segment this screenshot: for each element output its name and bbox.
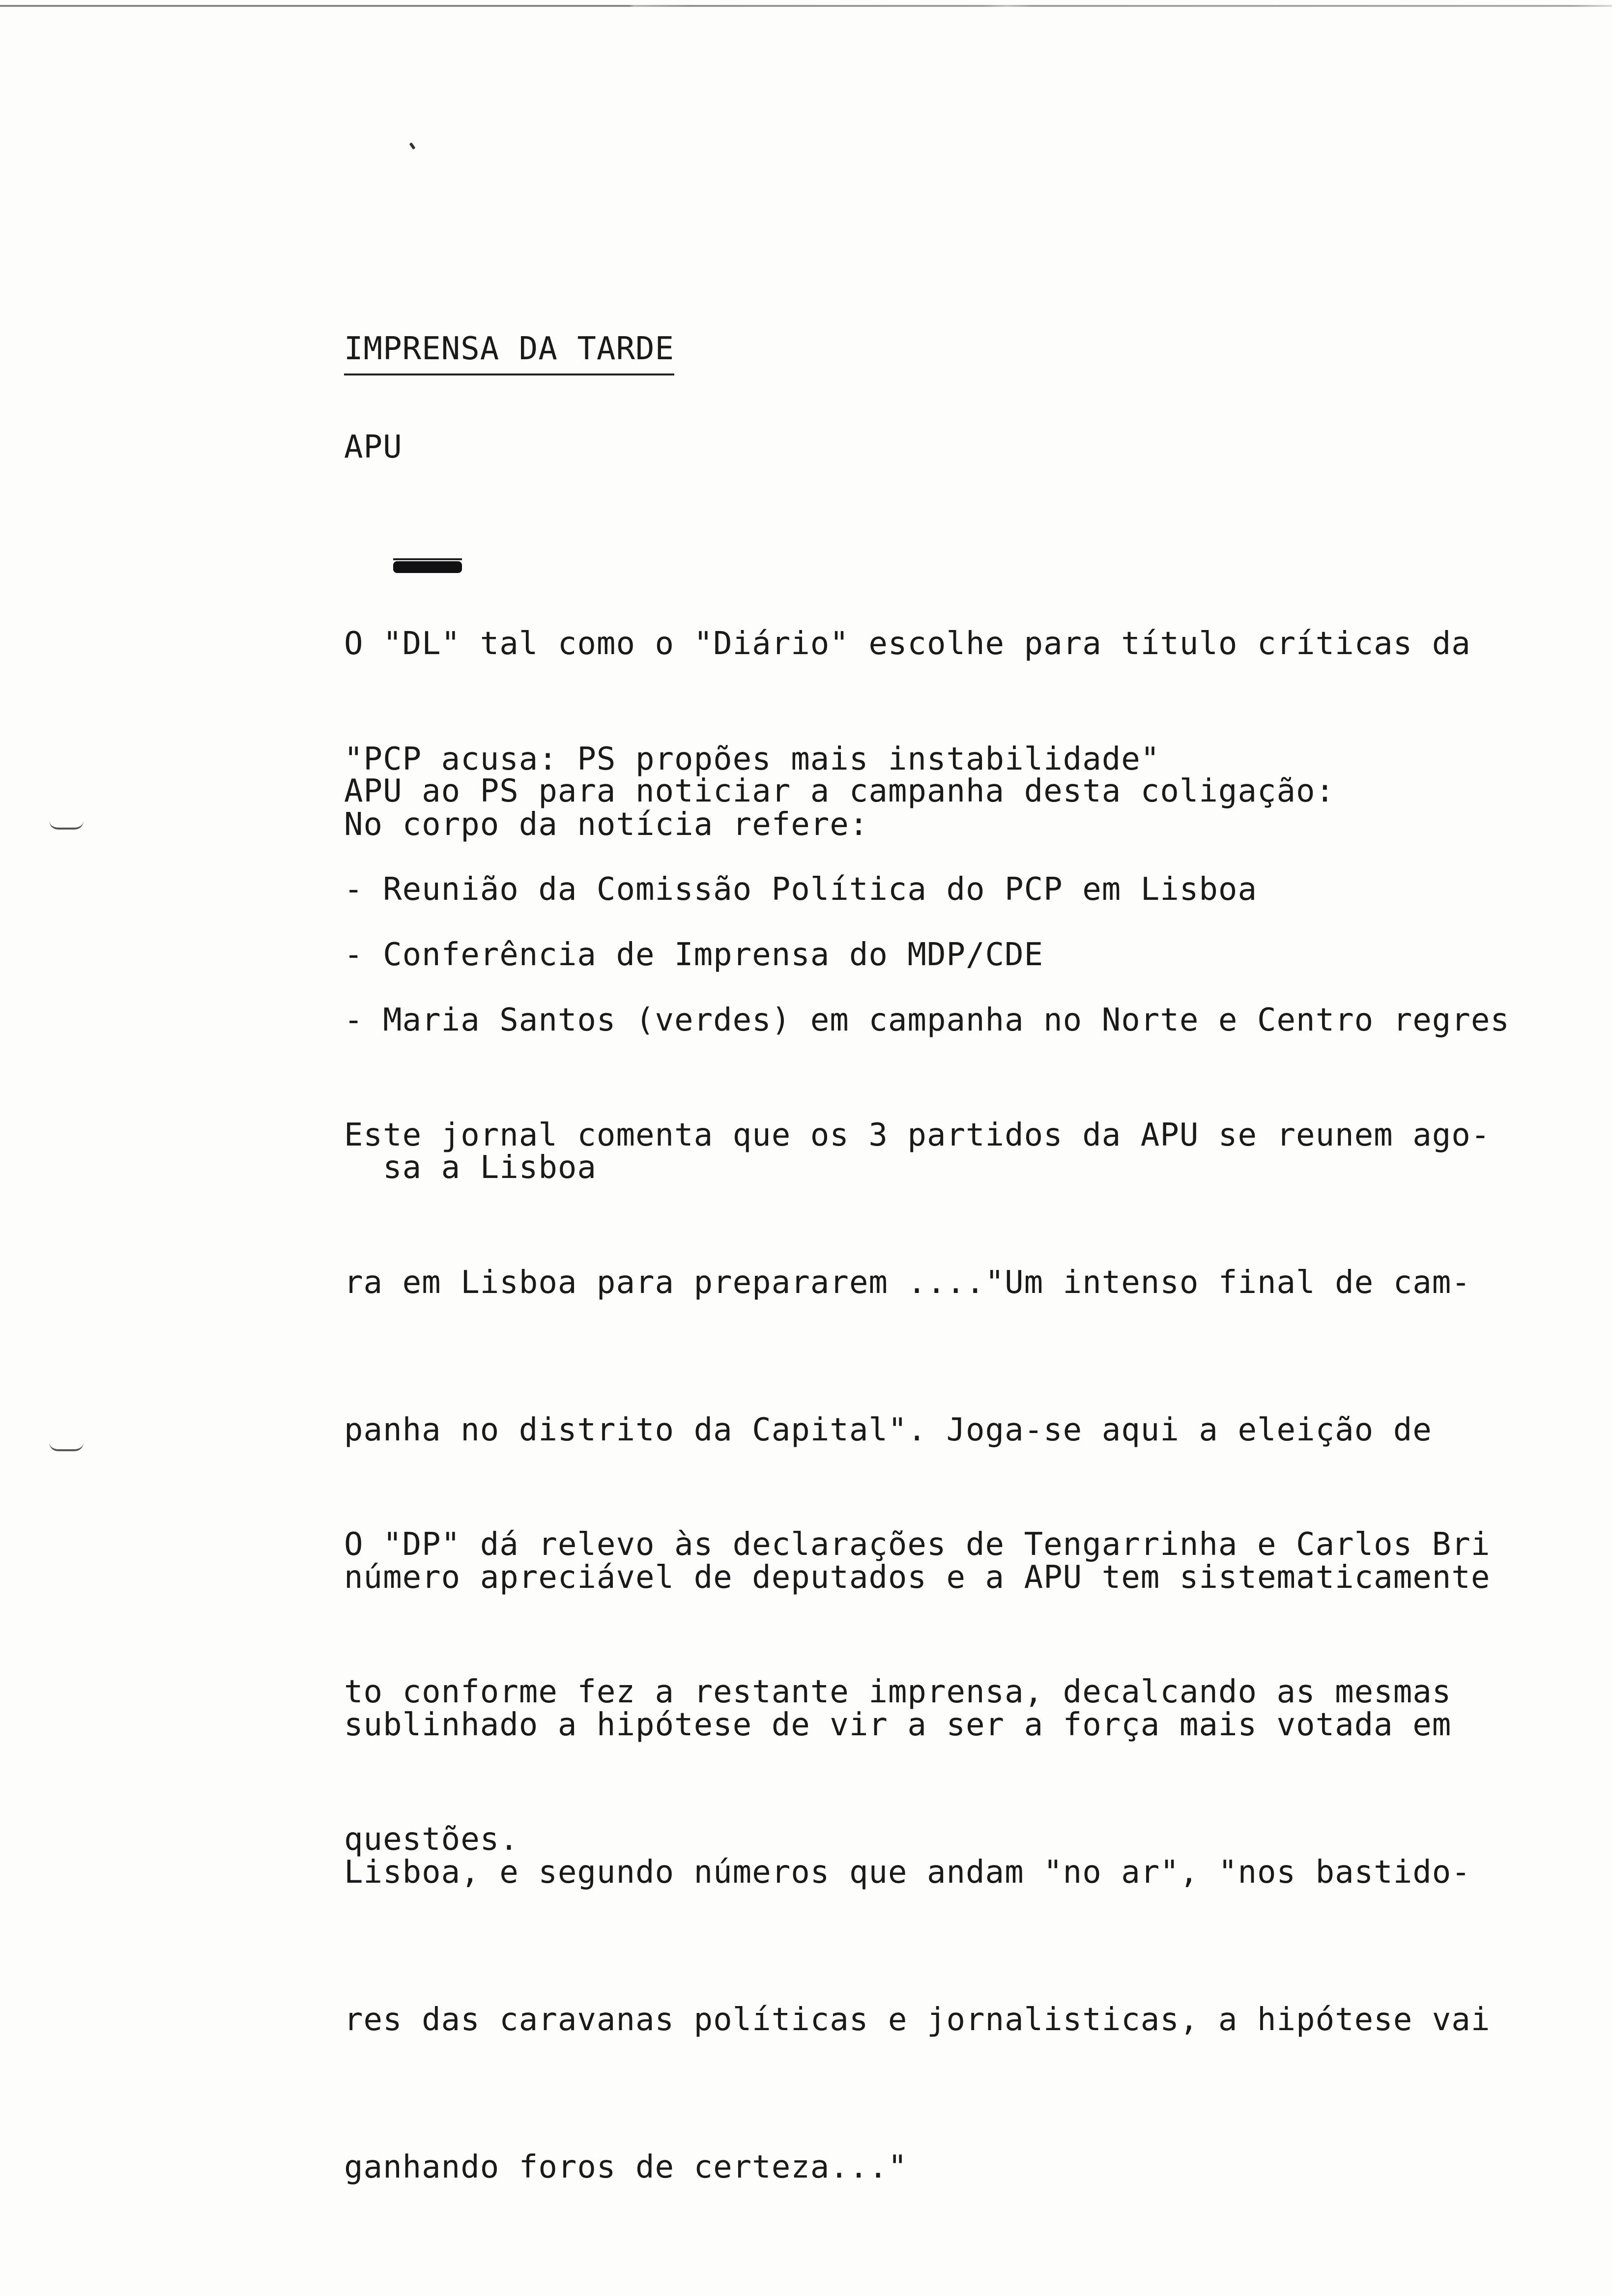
- text-line: - Maria Santos (verdes) em campanha no Norte e Centro regres: [344, 1002, 1510, 1038]
- text-line: panha no distrito da Capital". Joga-se aqui a eleição de: [344, 1412, 1432, 1448]
- text-line: APU ao PS para noticiar a campanha desta coligação:: [344, 773, 1335, 809]
- section-label: APU: [344, 429, 403, 465]
- ink-speck: [409, 143, 416, 150]
- text-line: questões.: [344, 1821, 519, 1858]
- text-line: - Reunião da Comissão Política do PCP em Lisboa: [344, 871, 1257, 908]
- margin-mark: [49, 1442, 84, 1451]
- handwritten-underline: [393, 558, 462, 560]
- paragraph: [344, 1422, 1524, 1962]
- top-edge-rule: [0, 5, 1612, 7]
- text-line: res das caravanas políticas e jornalisticas, a hipótese vai: [344, 2002, 1491, 2038]
- text-line: Este jornal comenta que os 3 partidos da APU se reunem ago-: [344, 1117, 1491, 1153]
- margin-mark: [49, 821, 84, 830]
- text-line: ra em Lisboa para prepararem ...."Um intenso final de cam-: [344, 1264, 1471, 1301]
- text-line: número apreciável de deputados e a APU tem sistematicamente: [344, 1559, 1491, 1596]
- text-line: ganhando foros de certeza...": [344, 2149, 908, 2185]
- text-line: O "DL" tal como o "Diário" escolhe para título críticas da: [344, 626, 1471, 662]
- text-line: to conforme fez a restante imprensa, decalcando as mesmas: [344, 1674, 1452, 1710]
- text-line: - Conferência de Imprensa do MDP/CDE: [344, 937, 1044, 973]
- text-line: sa a Lisboa: [344, 1149, 597, 1186]
- marker-stroke: [393, 561, 462, 573]
- text-line: Lisboa, e segundo números que andam "no ar", "nos bastido-: [344, 1854, 1471, 1891]
- document-heading: IMPRENSA DA TARDE: [344, 324, 674, 375]
- text-line: O "DP" dá relevo às declarações de Tengarrinha e Carlos Bri: [344, 1526, 1491, 1563]
- text-line: "PCP acusa: PS propões mais instabilidade": [344, 741, 1160, 777]
- text-line: No corpo da notícia refere:: [344, 806, 869, 843]
- text-line: sublinhado a hipótese de vir a ser a força mais votada em: [344, 1707, 1452, 1743]
